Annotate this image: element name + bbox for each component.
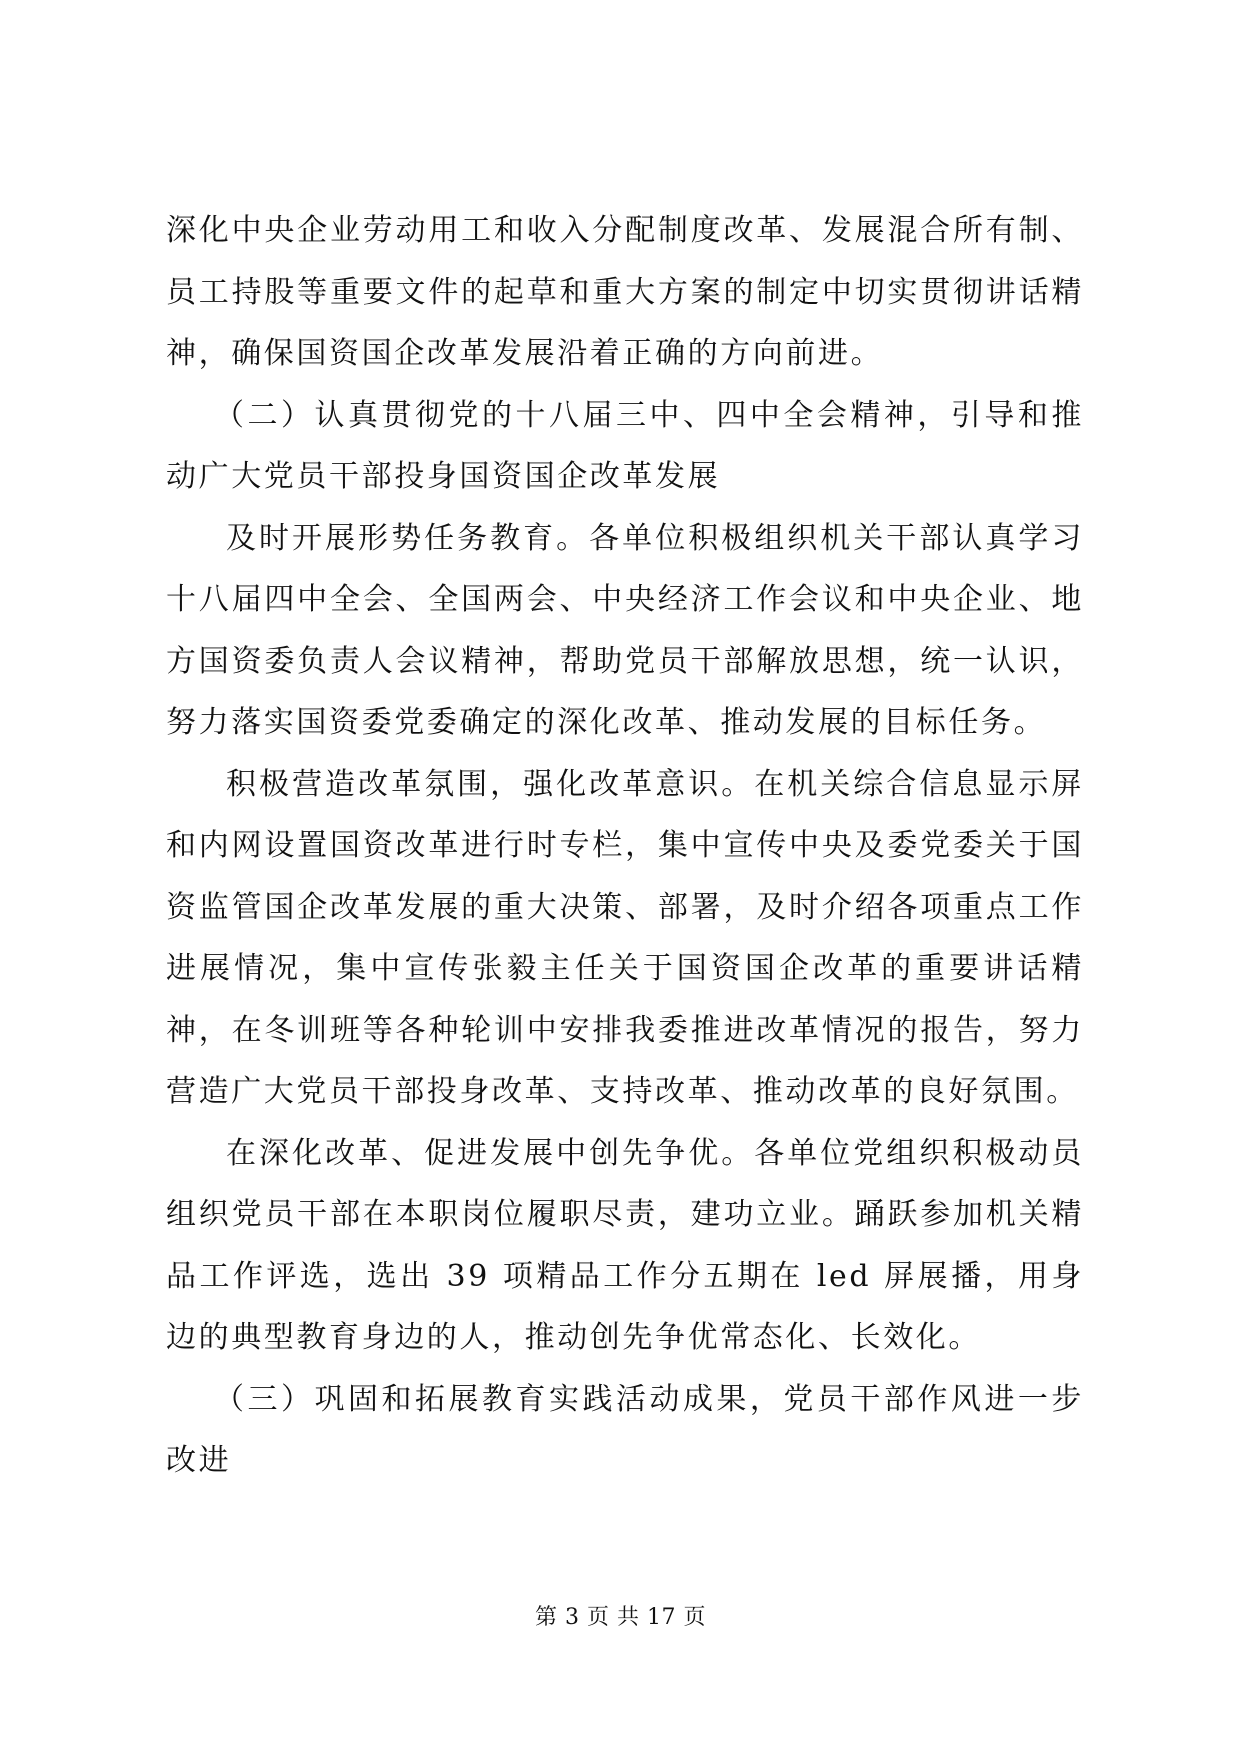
page-footer: 第 3 页 共 17 页 bbox=[535, 1605, 706, 1630]
paragraph-reform-atmosphere: 积极营造改革氛围，强化改革意识。在机关综合信息显示屏和内网设置国资改革进行时专栏，集中宣传中央及委党委关于国资监管国企改革发展的重大决策、部署，及时介绍各项重点工作进展情况，集中宣传张毅主任关于国资国企改革的重要讲话精神，在冬训班等各种轮训中安排我委推进改革情况的报告，努力营造广大党员干部投身改革、支持改革、推动改革的良好氛围。 bbox=[166, 766, 1084, 1109]
paragraph-situation-education: 及时开展形势任务教育。各单位积极组织机关干部认真学习十八届四中全会、全国两会、中央经济工作会议和中央企业、地方国资委负责人会议精神，帮助党员干部解放思想，统一认识，努力落实国资委党委确定的深化改革、推动发展的目标任务。 bbox=[166, 520, 1084, 740]
paragraph-continuation: 深化中央企业劳动用工和收入分配制度改革、发展混合所有制、员工持股等重要文件的起草和重大方案的制定中切实贯彻讲话精神，确保国资国企改革发展沿着正确的方向前进。 bbox=[166, 213, 1084, 371]
section-heading-3: （三）巩固和拓展教育实践活动成果，党员干部作风进一步改进 bbox=[166, 1381, 1084, 1478]
document-body bbox=[166, 200, 1084, 1492]
paragraph-excellence: 在深化改革、促进发展中创先争优。各单位党组织积极动员组织党员干部在本职岗位履职尽责，建功立业。踊跃参加机关精品工作评选，选出 39 项精品工作分五期在 led 屏展播，用身边的典型教育身边的人，推动创先争优常态化、长效化。 bbox=[166, 1135, 1084, 1355]
section-heading-2: （二）认真贯彻党的十八届三中、四中全会精神，引导和推动广大党员干部投身国资国企改革发展 bbox=[166, 397, 1084, 494]
